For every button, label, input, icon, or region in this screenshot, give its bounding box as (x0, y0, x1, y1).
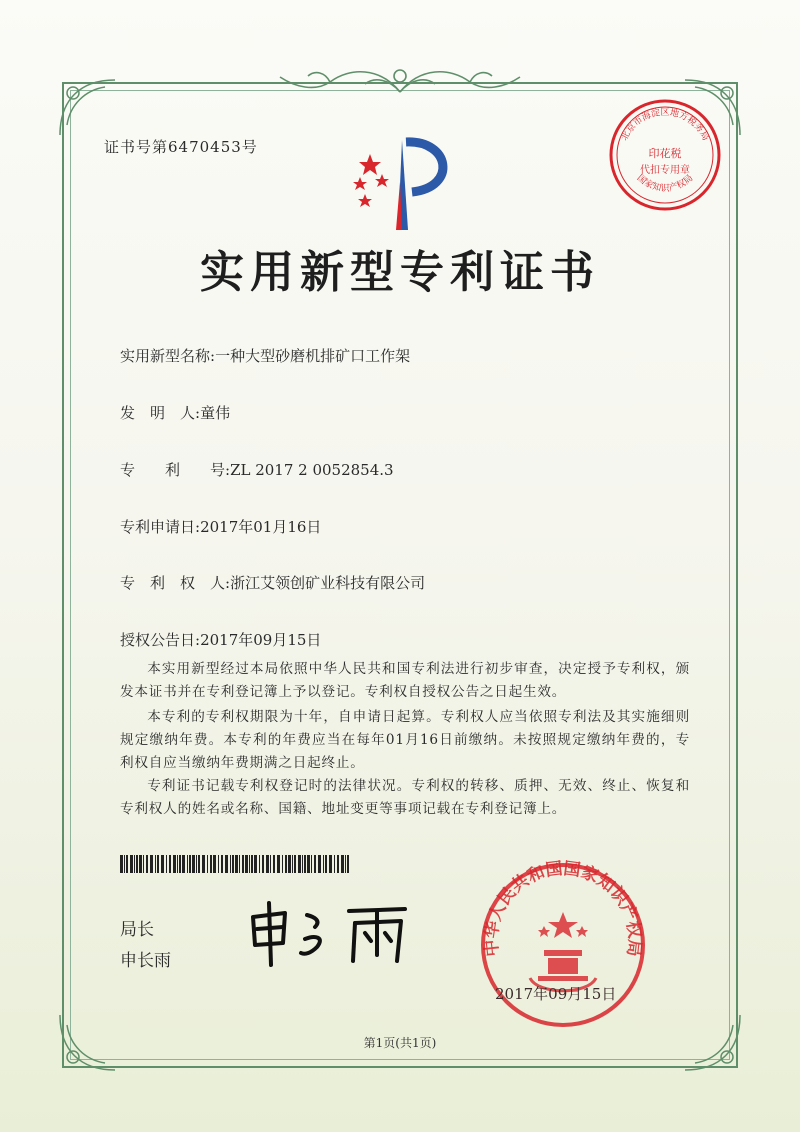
inventor-label: 发 明 人: (120, 404, 201, 422)
director-signature (245, 895, 415, 970)
paragraph-term-statement: 本专利的专利权期限为十年，自申请日起算。专利权人应当依照专利法及其实施细则规定缴纳年费。本专利的年费应当在每年01月16日前缴纳。未按照规定缴纳年费的，专利权自应当缴纳年费期满之日起终止。 (120, 709, 690, 771)
patent-number-label: 专 利 号: (120, 461, 231, 479)
field-inventor (120, 402, 230, 423)
field-filing-date (120, 516, 321, 537)
director-name: 申长雨 (120, 951, 171, 971)
tax-stamp (605, 95, 725, 215)
official-seal (478, 860, 648, 1030)
seal-date: 2017年09月15日 (495, 985, 617, 1003)
model-name-value: 一种大型砂磨机排矿口工作架 (215, 347, 411, 365)
patentee-value: 浙江艾领创矿业科技有限公司 (230, 574, 426, 592)
national-emblem-icon (538, 912, 588, 981)
seal-text: 中华人民共和国国家知识产权局 (481, 860, 645, 958)
patent-office-logo-icon (340, 132, 470, 237)
grant-date-label: 授权公告日: (120, 631, 201, 649)
tax-stamp-inner-text-2: 代扣专用章 (640, 165, 690, 176)
tax-stamp-bottom-text: 国家知识产权局 (634, 173, 696, 194)
certificate-number: 证书号第6470453号 (104, 138, 258, 156)
barcode (120, 855, 350, 873)
inventor-value: 童伟 (200, 404, 231, 422)
filing-date-value: 2017年01月16日 (200, 518, 322, 536)
page-number: 第1页(共1页) (363, 1036, 437, 1050)
corner-ornament-top-left (55, 75, 125, 145)
paragraph-register-statement: 专利证书记载专利权登记时的法律状况。专利权的转移、质押、无效、终止、恢复和专利权人的姓名或名称、国籍、地址变更等事项记载在专利登记簿上。 (120, 778, 690, 817)
field-grant-date (120, 629, 321, 650)
filing-date-label: 专利申请日: (120, 518, 201, 536)
paragraph-grant-statement: 本实用新型经过本局依照中华人民共和国专利法进行初步审查，决定授予专利权，颁发本证书并在专利登记簿上予以登记。专利权自授权公告之日起生效。 (120, 661, 690, 700)
field-patentee (120, 572, 425, 593)
svg-text:中华人民共和国国家知识产权局 (481, 860, 646, 958)
patent-number-value: ZL 2017 2 0052854.3 (230, 461, 394, 479)
top-ornament (270, 62, 530, 102)
page-title: 实用新型专利证书 (200, 247, 600, 298)
field-patent-number (120, 459, 394, 480)
patentee-label: 专 利 权 人: (120, 574, 231, 592)
field-model-name (120, 345, 410, 366)
director-title: 局长 (120, 920, 154, 940)
tax-stamp-outer-text: 北京市海淀区地方税务局 (619, 108, 711, 143)
tax-stamp-inner-text-1: 印花税 (648, 147, 682, 160)
model-name-label: 实用新型名称: (120, 347, 216, 365)
grant-date-value: 2017年09月15日 (200, 631, 322, 649)
